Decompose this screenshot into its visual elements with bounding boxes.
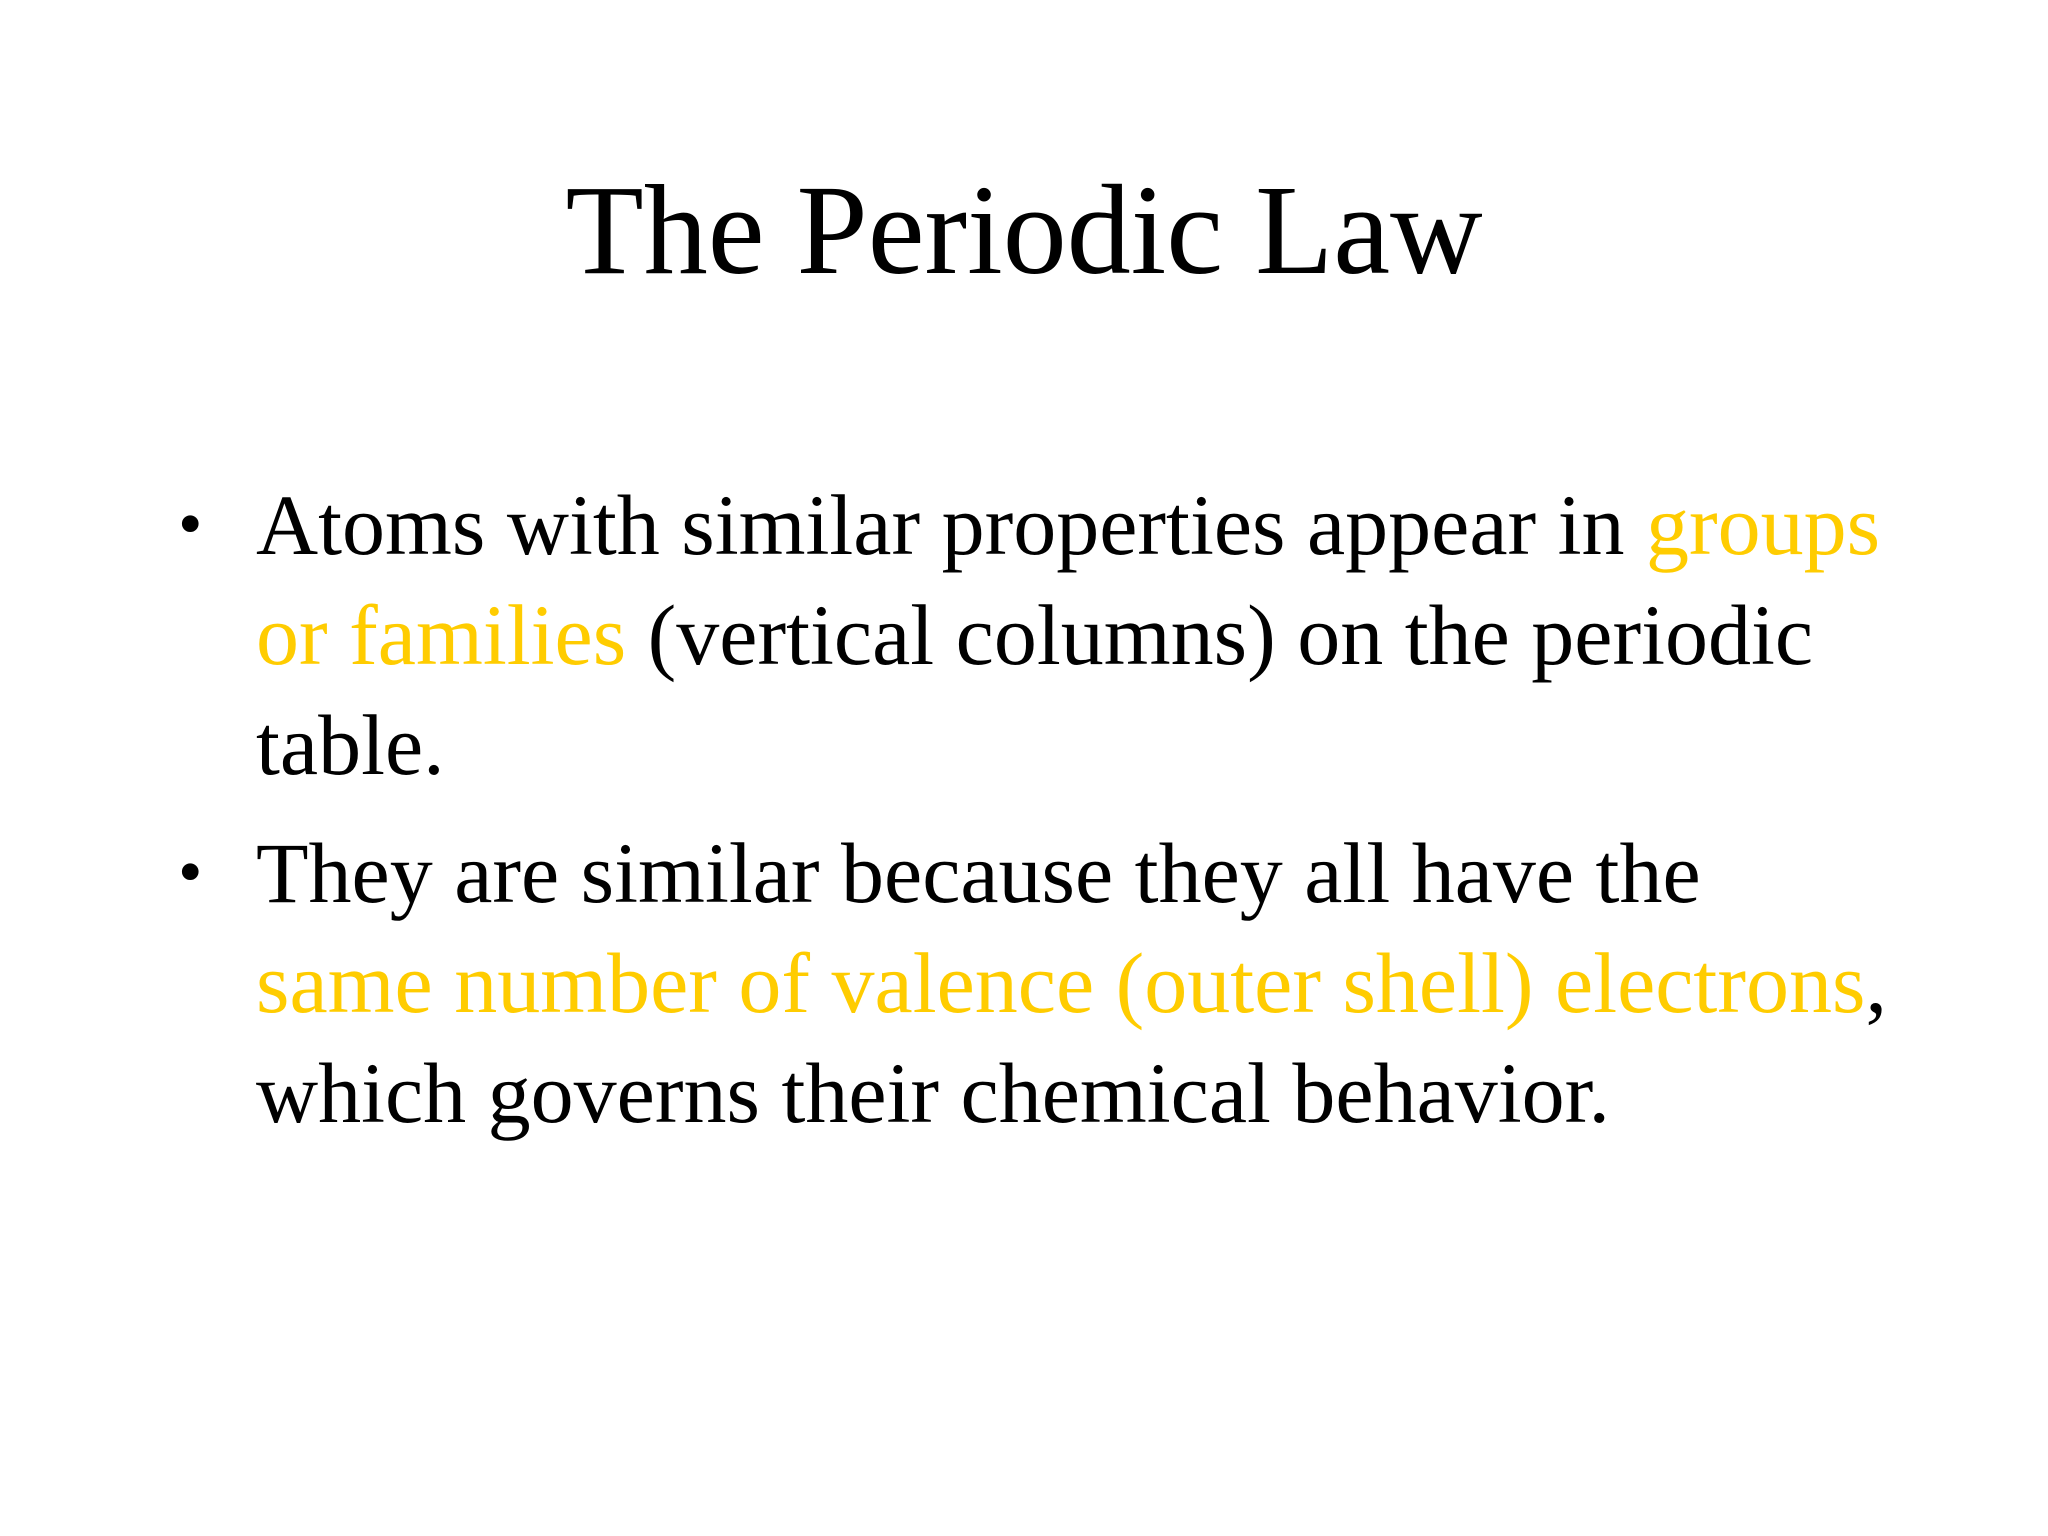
slide-title: The Periodic Law — [565, 159, 1483, 301]
bullet-list — [170, 470, 1890, 1166]
bullet-icon: • — [178, 834, 203, 911]
bullet-text-part2: , which governs their chemical behavior. — [256, 935, 1887, 1141]
bullet-text-part1: Atoms with similar properties appear in — [256, 477, 1647, 573]
bullet-text-part1: They are similar because they all have the — [256, 825, 1701, 921]
bullet-text-part2: (vertical columns) on the periodic table. — [256, 587, 1814, 793]
bullet-highlight: same number of valence (outer shell) electrons — [256, 935, 1866, 1031]
bullet-highlight: groups or families — [256, 477, 1881, 683]
bullet-icon: • — [178, 486, 203, 563]
bullet-item — [170, 470, 1890, 800]
bullet-item — [170, 818, 1890, 1148]
